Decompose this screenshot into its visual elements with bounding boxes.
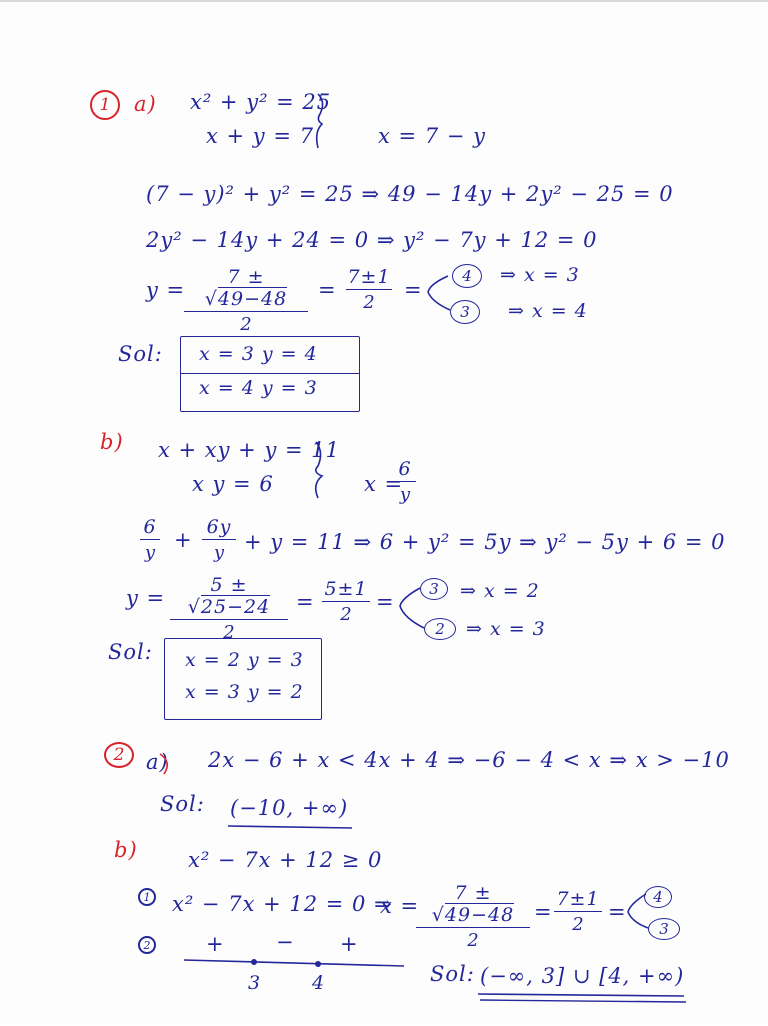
problem-1b-eq2: x y = 6	[192, 472, 274, 496]
problem-2a-solution: (−10, +∞)	[230, 796, 349, 820]
problem-2b-root1: 4	[644, 886, 672, 908]
problem-1b-y-prefix: y =	[126, 586, 166, 610]
problem-2b-step1-number: 1	[138, 888, 156, 906]
problem-1b-root2-result: ⇒ x = 3	[466, 618, 546, 640]
problem-1b-solution-label: Sol:	[108, 640, 153, 664]
problem-2a-label: a)	[146, 750, 169, 774]
problem-1a-solution-box	[180, 336, 360, 412]
formula-denominator: 2	[223, 622, 235, 643]
simplified-numerator: 7±1	[347, 266, 391, 288]
problem-1a-line2: 2y² − 14y + 24 = 0 ⇒ y² − 7y + 12 = 0	[146, 228, 598, 252]
problem-2a-line: 2x − 6 + x < 4x + 4 ⇒ −6 − 4 < x ⇒ x > −10	[208, 748, 730, 772]
problem-2a-solution-label: Sol:	[160, 792, 205, 816]
problem-2b-inequality: x² − 7x + 12 ≥ 0	[188, 848, 383, 872]
equals-sign: =	[534, 900, 553, 924]
problem-2b-step2-number: 2	[138, 936, 156, 954]
problem-2b-x-prefix: x =	[380, 894, 420, 918]
problem-2b-step1: x² − 7x + 12 = 0 ⇒	[172, 892, 393, 916]
sign-chart-tick-label: 3	[248, 972, 262, 994]
sign-chart-sign: −	[276, 930, 295, 954]
problem-1a-y-prefix: y =	[146, 278, 186, 302]
problem-1b-substitution-left: x =	[364, 472, 404, 496]
formula-denominator: 2	[467, 930, 479, 951]
problem-2b-root2: 3	[648, 918, 680, 940]
formula-denominator: 2	[240, 314, 252, 335]
problem-1b-fraction-6y-over-y	[202, 516, 236, 564]
simplified-denominator: 2	[340, 604, 352, 625]
problem-1b-root1: 3	[420, 578, 448, 600]
formula-numerator: 7 ± √	[204, 266, 265, 310]
problem-1a-root1-result: ⇒ x = 3	[500, 264, 580, 286]
solution-row: x = 4 y = 3	[199, 377, 318, 399]
formula-numerator: 5 ± √	[187, 574, 248, 618]
problem-1a-root2-result: ⇒ x = 4	[508, 300, 588, 322]
problem-1b-equation-line: + y = 11 ⇒ 6 + y² = 5y ⇒ y² − 5y + 6 = 0	[244, 530, 726, 554]
sign-chart-sign: +	[206, 932, 225, 956]
problem-1a-quadratic-formula	[184, 266, 308, 336]
ink-strokes	[0, 2, 768, 1026]
equals-sign: =	[296, 590, 315, 614]
problem-1a-eq2: x + y = 7	[206, 124, 314, 148]
formula-radicand: 25−24	[200, 596, 271, 618]
sign-chart-sign: +	[340, 932, 359, 956]
equals-sign: =	[318, 278, 337, 302]
fraction-denominator: y	[399, 484, 411, 505]
problem-1a-label: a)	[134, 92, 157, 116]
problem-1a-eq1: x² + y² = 25	[190, 90, 332, 114]
problem-1a-root2: 3	[450, 300, 480, 324]
problem-1b-simplified-fraction	[322, 578, 370, 626]
fraction-numerator: 6	[398, 458, 412, 480]
equals-sign: =	[608, 900, 627, 924]
problem-1b-solution-box	[164, 638, 322, 720]
fraction-numerator: 6	[143, 516, 157, 538]
simplified-denominator: 2	[363, 292, 375, 313]
problem-1a-solution-label: Sol:	[118, 342, 163, 366]
problem-2-number: 2	[104, 742, 134, 768]
simplified-denominator: 2	[572, 914, 584, 935]
problem-1b-root1-result: ⇒ x = 2	[460, 580, 540, 602]
equals-sign: =	[376, 590, 395, 614]
problem-1b-root2: 2	[424, 618, 456, 640]
problem-2b-quadratic-formula	[416, 882, 530, 952]
problem-1b-eq1: x + xy + y = 11	[158, 438, 340, 462]
simplified-numerator: 7±1	[556, 888, 600, 910]
problem-2b-solution-label: Sol:	[430, 962, 475, 986]
problem-1b-fraction-6-over-y	[140, 516, 160, 564]
fraction-denominator: y	[213, 542, 225, 563]
fraction-numerator: 6y	[206, 516, 232, 538]
problem-1b-substitution-fraction	[394, 458, 416, 506]
problem-2b-solution: (−∞, 3] ∪ [4, +∞)	[480, 964, 685, 988]
formula-radicand: 49−48	[444, 904, 515, 926]
sign-chart-tick-label: 4	[312, 972, 326, 994]
simplified-numerator: 5±1	[324, 578, 368, 600]
problem-1a-line1: (7 − y)² + y² = 25 ⇒ 49 − 14y + 2y² − 25 = 0	[146, 182, 674, 206]
solution-row: x = 3 y = 2	[185, 681, 304, 703]
problem-1b-quadratic-formula	[170, 574, 288, 644]
problem-2b-simplified-fraction	[554, 888, 602, 936]
problem-1a-substitution: x = 7 − y	[378, 124, 486, 148]
plus-sign: +	[174, 528, 193, 552]
formula-radicand: 49−48	[217, 288, 288, 310]
equals-sign: =	[404, 278, 423, 302]
fraction-denominator: y	[144, 542, 156, 563]
problem-1-number: 1	[90, 90, 120, 120]
problem-1b-label: b)	[100, 430, 124, 454]
solution-row: x = 3 y = 4	[199, 343, 318, 365]
solution-row: x = 2 y = 3	[185, 649, 304, 671]
problem-1a-simplified-fraction	[346, 266, 392, 314]
formula-numerator: 7 ± √	[431, 882, 492, 926]
problem-1a-root1: 4	[452, 264, 482, 288]
problem-2b-label: b)	[114, 838, 138, 862]
